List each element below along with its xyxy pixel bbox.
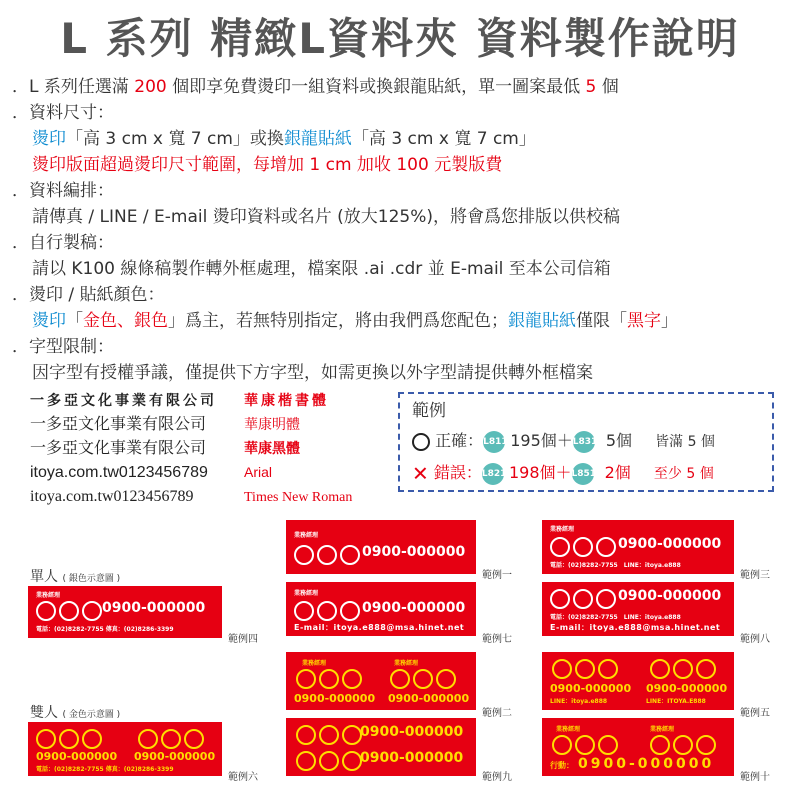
example-label: 範例十 (740, 772, 770, 783)
product-badge: L811 (483, 431, 505, 453)
self-body: 請以 K100 線條稿製作轉外框處理，檔案限 .ai .cdr 並 E-mail 至本公司信箱 (32, 259, 611, 279)
page-title: L 系列 精緻L資料夾 資料製作說明 (60, 14, 740, 63)
product-badge: L851 (572, 463, 594, 485)
example-label: 範例一 (482, 570, 512, 581)
font-row: 一多亞文化事業有限公司 華康楷書體 (30, 393, 329, 409)
card-example-7: 業務經理 0900-000000 E-mail：itoya.e888@msa.hinet.net (286, 582, 476, 636)
cross-icon: ✕ (412, 461, 429, 486)
example-label: 範例四 (228, 634, 258, 645)
self-heading: ．自行製稿： (12, 233, 114, 253)
font-row: itoya.com.tw0123456789 Times New Roman (30, 488, 353, 505)
example-label: 範例三 (740, 570, 770, 581)
product-badge: L821 (482, 463, 504, 485)
card-example-10: 業務經理 業務經理 行動： 0900-000000 (542, 718, 734, 776)
example-label: 範例六 (228, 772, 258, 783)
card-example-1: 業務經理 0900-000000 (286, 520, 476, 574)
example-correct: 正確：L811 195個＋L831 5個 皆滿 5 個 (412, 428, 715, 453)
card-example-2: 業務經理 業務經理 0900-000000 0900-000000 (286, 652, 476, 710)
font-row: 一多亞文化事業有限公司 華康黑體 (30, 440, 300, 457)
product-badge: L831 (573, 431, 595, 453)
example-label: 範例七 (482, 634, 512, 645)
double-label: 雙人 ( 金色示意圖 ) (30, 705, 121, 721)
font-body: 因字型有授權爭議，僅提供下方字型，如需更換以外字型請提供轉外框檔案 (32, 363, 593, 383)
card-example-3: 業務經理 0900-000000 電話：(02)8282-7755 LINE：itoya.e888 (542, 520, 734, 574)
color-heading: ．燙印 / 貼紙顏色： (12, 285, 165, 305)
font-heading: ．字型限制： (12, 337, 114, 357)
card-example-6: 0900-000000 0900-000000 電話：(02)8282-7755 傳真：(02)8286-3399 (28, 722, 222, 776)
color-body: 燙印「金色、銀色」爲主，若無特別指定，將由我們爲您配色；銀龍貼紙僅限「黑字」 (32, 311, 678, 331)
example-label: 範例九 (482, 772, 512, 783)
circle-icon (412, 433, 430, 451)
example-label: 範例二 (482, 708, 512, 719)
layout-body: 請傳真 / LINE / E-mail 燙印資料或名片 (放大125%)，將會爲您排版以供校稿 (32, 207, 620, 227)
size-overcharge: 燙印版面超過燙印尺寸範圍，每增加 1 cm 加收 100 元製版費 (32, 155, 503, 175)
card-example-5: 0900-000000 0900-000000 LINE：itoya.e888 LINE：ITOYA.E888 (542, 652, 734, 710)
example-wrong: ✕ 錯誤：L821 198個＋L851 2個 至少 5 個 (412, 461, 714, 486)
example-title: 範例 (412, 401, 446, 421)
card-example-8: 0900-000000 電話：(02)8282-7755 LINE：itoya.e888 E-mail：itoya.e888@msa.hinet.net (542, 582, 734, 636)
instructions (12, 74, 792, 386)
single-label: 單人 ( 銀色示意圖 ) (30, 569, 121, 585)
example-label: 範例五 (740, 708, 770, 719)
card-example-4: 業務經理 0900-000000 電話：(02)8282-7755 傳真：(02)8286-3399 (28, 586, 222, 638)
layout-heading: ．資料編排： (12, 181, 114, 201)
size-spec: 燙印「高 3 cm x 寬 7 cm」或換銀龍貼紙「高 3 cm x 寬 7 cm」 (32, 129, 536, 149)
font-row: itoya.com.tw0123456789 Arial (30, 464, 273, 481)
size-heading: ．資料尺寸： (12, 103, 114, 123)
card-example-9: 0900-000000 0900-000000 (286, 718, 476, 776)
example-label: 範例八 (740, 634, 770, 645)
font-row: 一多亞文化事業有限公司 華康明體 (30, 416, 300, 433)
promo-line: ．L 系列任選滿 200 個即享免費燙印一組資料或換銀龍貼紙，單一圖案最低 5 個 (12, 77, 619, 97)
example-box (398, 392, 774, 492)
font-samples (30, 388, 352, 508)
